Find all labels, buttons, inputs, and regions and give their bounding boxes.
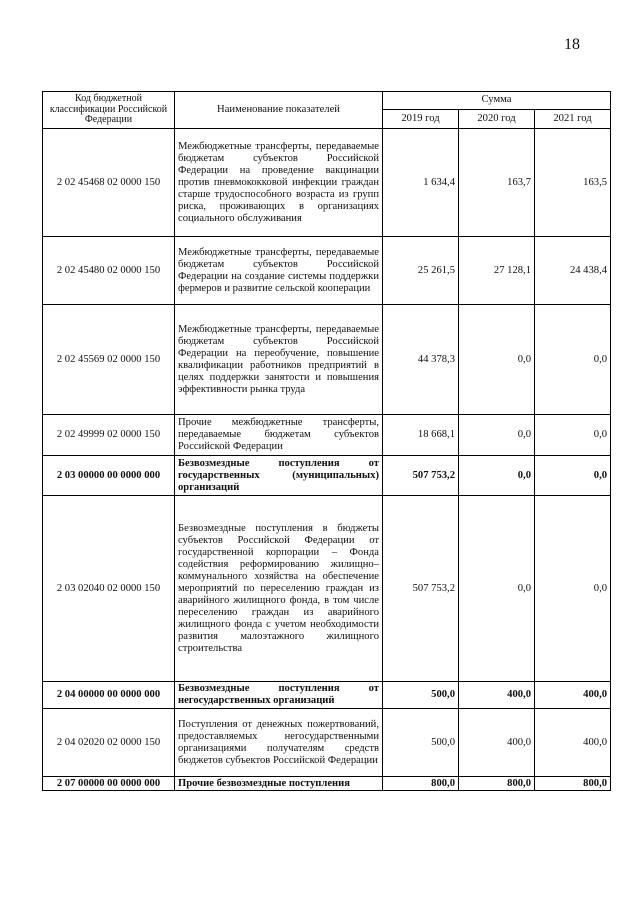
row-code: 2 04 00000 00 0000 000	[43, 682, 175, 709]
row-value-2020: 0,0	[459, 456, 535, 496]
table-row	[43, 682, 611, 709]
row-name: Прочие безвозмездные поступления	[175, 777, 383, 791]
row-value-2020: 400,0	[459, 709, 535, 777]
row-code: 2 02 45468 02 0000 150	[43, 129, 175, 237]
row-code: 2 02 45480 02 0000 150	[43, 237, 175, 305]
row-code: 2 03 00000 00 0000 000	[43, 456, 175, 496]
row-value-2019: 25 261,5	[383, 237, 459, 305]
row-value-2021: 400,0	[535, 682, 611, 709]
table-row	[43, 305, 611, 415]
row-name: Поступления от денежных пожертвований, предоставляемых негосударственными организациями получателям средств бюджетов субъектов Российской Федерации	[175, 709, 383, 777]
header-code: Код бюджетной классификации Российской Федерации	[43, 92, 175, 129]
row-value-2021: 0,0	[535, 415, 611, 456]
table-row	[43, 456, 611, 496]
table-row	[43, 129, 611, 237]
row-name: Безвозмездные поступления в бюджеты субъектов Российской Федерации от государственной корпорации – Фонда содействия реформированию жилищно–коммунального хозяйства на обеспечение мероприятий по переселению граждан из аварийного жилищного фонда, в том числе переселению граждан из аварийного жилищного фонда с учетом необходимости развития малоэтажного жилищного строительства	[175, 496, 383, 682]
table-row	[43, 415, 611, 456]
row-value-2021: 163,5	[535, 129, 611, 237]
row-code: 2 04 02020 02 0000 150	[43, 709, 175, 777]
table-row	[43, 777, 611, 791]
table-row	[43, 709, 611, 777]
row-value-2021: 24 438,4	[535, 237, 611, 305]
row-value-2019: 500,0	[383, 682, 459, 709]
header-year-2021: 2021 год	[535, 110, 611, 129]
row-value-2021: 0,0	[535, 456, 611, 496]
header-year-2020: 2020 год	[459, 110, 535, 129]
row-value-2019: 18 668,1	[383, 415, 459, 456]
row-name: Безвозмездные поступления от государственных (муниципальных) организаций	[175, 456, 383, 496]
row-value-2020: 0,0	[459, 415, 535, 456]
row-value-2020: 400,0	[459, 682, 535, 709]
row-code: 2 02 49999 02 0000 150	[43, 415, 175, 456]
budget-revenue-table	[42, 91, 611, 791]
row-value-2020: 800,0	[459, 777, 535, 791]
row-value-2019: 44 378,3	[383, 305, 459, 415]
row-value-2021: 400,0	[535, 709, 611, 777]
row-value-2021: 800,0	[535, 777, 611, 791]
row-code: 2 03 02040 02 0000 150	[43, 496, 175, 682]
row-value-2020: 27 128,1	[459, 237, 535, 305]
header-year-2019: 2019 год	[383, 110, 459, 129]
row-value-2019: 507 753,2	[383, 456, 459, 496]
page-number: 18	[564, 36, 580, 53]
row-value-2019: 800,0	[383, 777, 459, 791]
row-value-2019: 507 753,2	[383, 496, 459, 682]
row-value-2019: 500,0	[383, 709, 459, 777]
header-sum: Сумма	[383, 92, 611, 110]
row-value-2020: 0,0	[459, 496, 535, 682]
row-name: Межбюджетные трансферты, передаваемые бюджетам субъектов Российской Федерации на переобучение, повышение квалификации работников предприятий в целях поддержки занятости и повышения эффективности рынка труда	[175, 305, 383, 415]
header-name: Наименование показателей	[175, 92, 383, 129]
table-row	[43, 496, 611, 682]
row-value-2021: 0,0	[535, 496, 611, 682]
row-value-2019: 1 634,4	[383, 129, 459, 237]
row-code: 2 02 45569 02 0000 150	[43, 305, 175, 415]
row-value-2021: 0,0	[535, 305, 611, 415]
row-name: Безвозмездные поступления от негосударственных организаций	[175, 682, 383, 709]
row-code: 2 07 00000 00 0000 000	[43, 777, 175, 791]
row-name: Межбюджетные трансферты, передаваемые бюджетам субъектов Российской Федерации на создание системы поддержки фермеров и развитие сельской кооперации	[175, 237, 383, 305]
row-value-2020: 0,0	[459, 305, 535, 415]
row-name: Межбюджетные трансферты, передаваемые бюджетам субъектов Российской Федерации на проведение вакцинации против пневмококковой инфекции граждан старше трудоспособного возраста из групп риска, проживающих в организациях социального обслуживания	[175, 129, 383, 237]
row-name: Прочие межбюджетные трансферты, передаваемые бюджетам субъектов Российской Федерации	[175, 415, 383, 456]
row-value-2020: 163,7	[459, 129, 535, 237]
table-row	[43, 237, 611, 305]
